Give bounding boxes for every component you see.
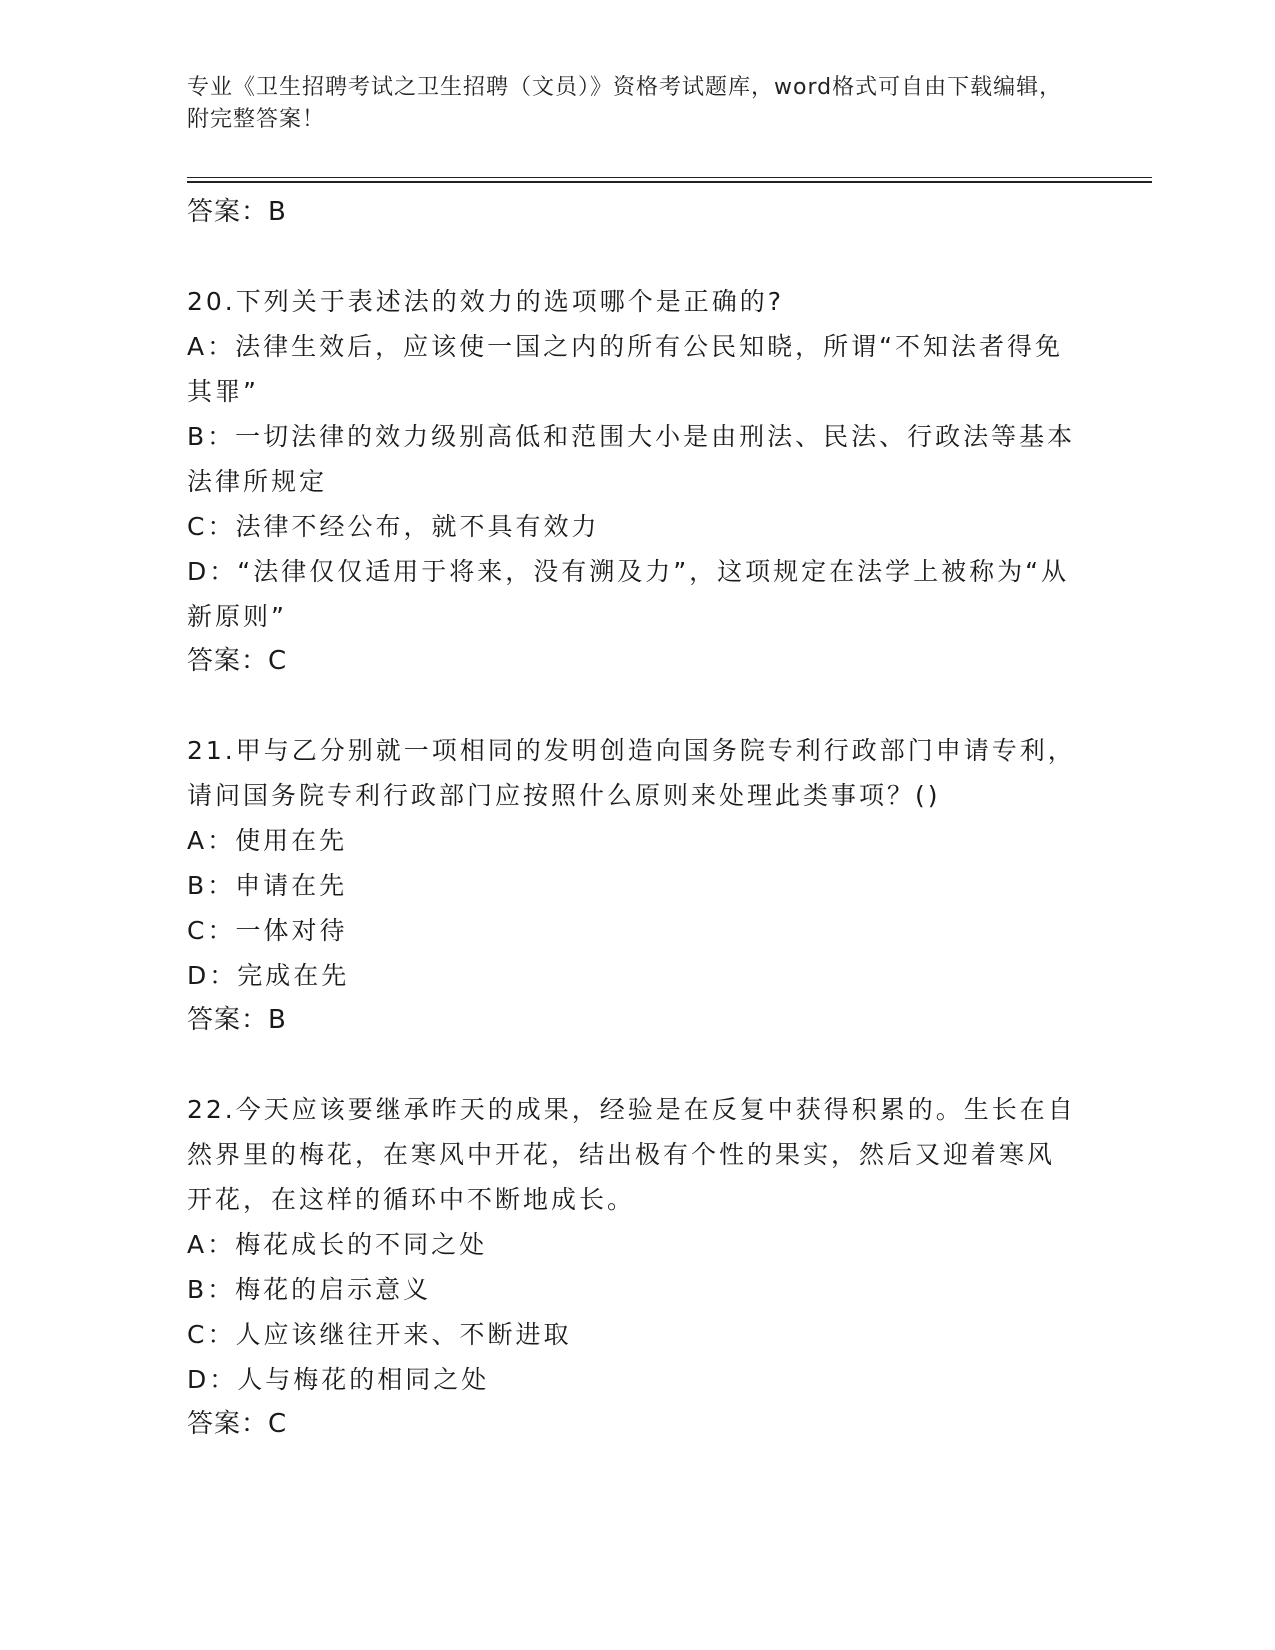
option-c: C：人应该继往开来、不断进取	[187, 1320, 572, 1349]
option-a: A：梅花成长的不同之处	[187, 1230, 488, 1259]
page-header: 专业《卫生招聘考试之卫生招聘（文员）》资格考试题库，word格式可自由下载编辑，附完整答案！	[187, 75, 1063, 132]
question-content	[187, 190, 1077, 1447]
previous-answer: 答案：B	[187, 197, 287, 227]
option-d: D：“法律仅仅适用于将来，没有溯及力”，这项规定在法学上被称为“从新原则”	[187, 557, 1070, 631]
option-c: C：一体对待	[187, 916, 348, 945]
header-divider-thick	[187, 181, 1152, 183]
option-b: B：申请在先	[187, 871, 348, 900]
question-21	[187, 728, 1077, 1043]
spacer	[187, 235, 1077, 279]
question-20	[187, 279, 1077, 684]
option-a: A：法律生效后，应该使一国之内的所有公民知晓，所谓“不知法者得免其罪”	[187, 332, 1064, 406]
question-22	[187, 1087, 1077, 1447]
spacer	[187, 1043, 1077, 1087]
question-stem: 21.甲与乙分别就一项相同的发明创造向国务院专利行政部门申请专利，请问国务院专利行政部门应按照什么原则来处理此类事项？()	[187, 736, 1076, 810]
answer: 答案：C	[187, 1409, 288, 1439]
spacer	[187, 684, 1077, 728]
option-d: D：完成在先	[187, 961, 350, 990]
header-divider-thin	[187, 177, 1152, 178]
option-c: C：法律不经公布，就不具有效力	[187, 512, 600, 541]
option-d: D：人与梅花的相同之处	[187, 1365, 490, 1394]
answer: 答案：B	[187, 1005, 287, 1035]
question-stem: 22.今天应该要继承昨天的成果，经验是在反复中获得积累的。生长在自然界里的梅花，在寒风中开花，结出极有个性的果实，然后又迎着寒风开花，在这样的循环中不断地成长。	[187, 1095, 1076, 1214]
answer: 答案：C	[187, 646, 288, 676]
option-b: B：一切法律的效力级别高低和范围大小是由刑法、民法、行政法等基本法律所规定	[187, 422, 1076, 496]
option-a: A：使用在先	[187, 826, 348, 855]
option-b: B：梅花的启示意义	[187, 1275, 432, 1304]
question-stem: 20.下列关于表述法的效力的选项哪个是正确的?	[187, 287, 785, 316]
